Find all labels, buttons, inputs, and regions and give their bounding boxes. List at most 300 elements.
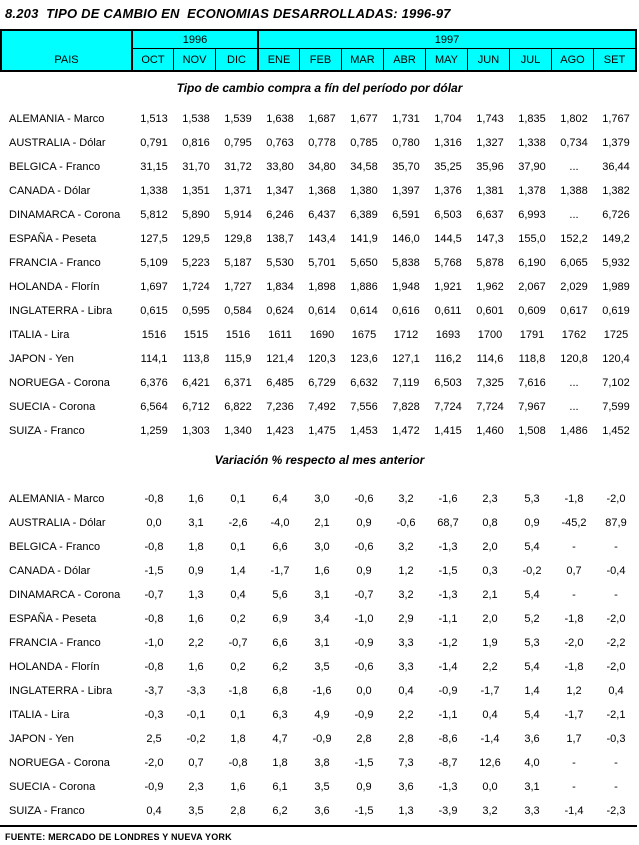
value-cell: -2,3 <box>606 805 626 817</box>
value-cell: 1,378 <box>518 185 546 197</box>
country-currency-label: ALEMANIA - Marco <box>9 113 105 125</box>
value-cell: 6,503 <box>434 377 462 389</box>
value-cell: -1,8 <box>228 685 248 697</box>
pais-column-header: PAIS <box>54 54 79 66</box>
value-cell: 37,90 <box>518 161 546 173</box>
value-cell: 1,724 <box>182 281 210 293</box>
value-cell: 3,6 <box>314 805 330 817</box>
value-cell: -0,6 <box>396 517 416 529</box>
value-cell: -0,1 <box>186 709 206 721</box>
value-cell: -1,7 <box>270 565 290 577</box>
col-header-jul: JUL <box>509 48 551 70</box>
value-cell: 6,485 <box>266 377 294 389</box>
table-row <box>0 775 639 799</box>
value-cell: 34,58 <box>350 161 378 173</box>
value-cell: 1,340 <box>224 425 252 437</box>
source-note: FUENTE: MERCADO DE LONDRES Y NUEVA YORK <box>5 832 232 842</box>
value-cell: -0,9 <box>312 733 332 745</box>
value-cell: 7,724 <box>476 401 504 413</box>
value-cell: 1,376 <box>434 185 462 197</box>
value-cell: 1,338 <box>518 137 546 149</box>
value-cell: 120,8 <box>560 353 588 365</box>
value-cell: 6,6 <box>272 637 288 649</box>
section-monthly-variation <box>0 453 639 823</box>
value-cell: 1,2 <box>566 685 582 697</box>
value-cell: 1,834 <box>266 281 294 293</box>
value-cell: -1,0 <box>354 613 374 625</box>
value-cell: - <box>572 757 576 769</box>
country-currency-label: HOLANDA - Florín <box>9 661 100 673</box>
value-cell: 1,8 <box>188 541 204 553</box>
value-cell: 68,7 <box>437 517 459 529</box>
value-cell: 2,3 <box>188 781 204 793</box>
table-row <box>0 251 639 275</box>
value-cell: 1,6 <box>314 565 330 577</box>
value-cell: 6,993 <box>518 209 546 221</box>
value-cell: 0,791 <box>140 137 168 149</box>
country-currency-label: NORUEGA - Corona <box>9 757 110 769</box>
value-cell: 152,2 <box>560 233 588 245</box>
value-cell: 1,962 <box>476 281 504 293</box>
value-cell: 1,9 <box>482 637 498 649</box>
value-cell: 6,726 <box>602 209 630 221</box>
table-row <box>0 395 639 419</box>
value-cell: 0,9 <box>188 565 204 577</box>
value-cell: 121,4 <box>266 353 294 365</box>
table-row <box>0 631 639 655</box>
value-cell: -8,6 <box>438 733 458 745</box>
value-cell: 5,4 <box>524 709 540 721</box>
section-title-exchange-rate: Tipo de cambio compra a fín del período por dólar <box>176 81 463 95</box>
country-currency-label: AUSTRALIA - Dólar <box>9 137 106 149</box>
value-cell: 6,3 <box>272 709 288 721</box>
value-cell: - <box>572 541 576 553</box>
value-cell: -0,7 <box>228 637 248 649</box>
country-currency-label: SUIZA - Franco <box>9 805 85 817</box>
value-cell: -1,8 <box>564 613 584 625</box>
value-cell: -0,4 <box>606 565 626 577</box>
table-row <box>0 203 639 227</box>
value-cell: - <box>614 781 618 793</box>
value-cell: 141,9 <box>350 233 378 245</box>
value-cell: 0,624 <box>266 305 294 317</box>
value-cell: 1,347 <box>266 185 294 197</box>
exchange-rate-rows <box>0 107 639 443</box>
country-currency-label: ALEMANIA - Marco <box>9 493 105 505</box>
year-1997-header: 1997 <box>257 31 635 48</box>
country-currency-label: BELGICA - Franco <box>9 161 101 173</box>
value-cell: -1,4 <box>480 733 500 745</box>
value-cell: 0,0 <box>482 781 498 793</box>
country-currency-label: ESPAÑA - Peseta <box>9 613 97 625</box>
value-cell: -1,4 <box>564 805 584 817</box>
value-cell: -0,2 <box>186 733 206 745</box>
value-cell: 0,4 <box>230 589 246 601</box>
value-cell: 5,187 <box>224 257 252 269</box>
value-cell: 147,3 <box>476 233 504 245</box>
value-cell: 0,795 <box>224 137 252 149</box>
table-row <box>0 559 639 583</box>
table-row <box>0 419 639 443</box>
value-cell: 2,2 <box>398 709 414 721</box>
value-cell: -2,1 <box>606 709 626 721</box>
value-cell: 4,7 <box>272 733 288 745</box>
value-cell: 1690 <box>309 329 335 341</box>
value-cell: 35,25 <box>434 161 462 173</box>
value-cell: -1,5 <box>354 757 374 769</box>
value-cell: 1791 <box>519 329 545 341</box>
col-header-abr: ABR <box>383 48 425 70</box>
value-cell: 0,816 <box>182 137 210 149</box>
value-cell: 0,0 <box>146 517 162 529</box>
value-cell: 1,303 <box>182 425 210 437</box>
value-cell: 2,3 <box>482 493 498 505</box>
value-cell: 1,898 <box>308 281 336 293</box>
value-cell: 0,1 <box>230 709 246 721</box>
table-row <box>0 179 639 203</box>
value-cell: 7,325 <box>476 377 504 389</box>
value-cell: -1,6 <box>312 685 332 697</box>
value-cell: -2,0 <box>606 493 626 505</box>
table-row <box>0 131 639 155</box>
col-header-jun: JUN <box>467 48 509 70</box>
value-cell: 155,0 <box>518 233 546 245</box>
value-cell: 7,599 <box>602 401 630 413</box>
value-cell: 0,601 <box>476 305 504 317</box>
value-cell: -3,9 <box>438 805 458 817</box>
value-cell: -1,8 <box>564 493 584 505</box>
value-cell: 6,421 <box>182 377 210 389</box>
country-currency-label: JAPON - Yen <box>9 733 74 745</box>
table-row <box>0 655 639 679</box>
col-header-nov: NOV <box>173 48 215 70</box>
value-cell: 0,4 <box>146 805 162 817</box>
country-currency-label: FRANCIA - Franco <box>9 257 101 269</box>
value-cell: 1,513 <box>140 113 168 125</box>
value-cell: 12,6 <box>479 757 501 769</box>
value-cell: 31,15 <box>140 161 168 173</box>
value-cell: 0,9 <box>356 565 372 577</box>
value-cell: -0,3 <box>144 709 164 721</box>
table-row <box>0 487 639 511</box>
value-cell: 1,4 <box>524 685 540 697</box>
value-cell: -1,5 <box>144 565 164 577</box>
value-cell: -4,0 <box>270 517 290 529</box>
value-cell: 1,727 <box>224 281 252 293</box>
country-currency-label: DINAMARCA - Corona <box>9 589 121 601</box>
value-cell: 3,3 <box>524 805 540 817</box>
value-cell: -0,2 <box>522 565 542 577</box>
value-cell: 6,632 <box>350 377 378 389</box>
value-cell: 6,503 <box>434 209 462 221</box>
value-cell: 1,638 <box>266 113 294 125</box>
value-cell: 1,3 <box>398 805 414 817</box>
value-cell: 1516 <box>225 329 251 341</box>
table-row <box>0 751 639 775</box>
value-cell: 1,948 <box>392 281 420 293</box>
value-cell: 1762 <box>561 329 587 341</box>
value-cell: 31,70 <box>182 161 210 173</box>
value-cell: -0,6 <box>354 541 374 553</box>
value-cell: 1,415 <box>434 425 462 437</box>
value-cell: 0,2 <box>230 661 246 673</box>
value-cell: 6,190 <box>518 257 546 269</box>
value-cell: 0,4 <box>398 685 414 697</box>
value-cell: 0,614 <box>350 305 378 317</box>
value-cell: 2,0 <box>482 541 498 553</box>
table-row <box>0 107 639 131</box>
value-cell: 6,591 <box>392 209 420 221</box>
value-cell: 3,1 <box>188 517 204 529</box>
country-currency-label: DINAMARCA - Corona <box>9 209 121 221</box>
value-cell: 7,236 <box>266 401 294 413</box>
value-cell: 33,80 <box>266 161 294 173</box>
value-cell: 6,564 <box>140 401 168 413</box>
value-cell: 1,472 <box>392 425 420 437</box>
value-cell: 0,7 <box>188 757 204 769</box>
value-cell: 1,2 <box>398 565 414 577</box>
value-cell: 5,650 <box>350 257 378 269</box>
value-cell: 0,2 <box>230 613 246 625</box>
value-cell: 34,80 <box>308 161 336 173</box>
value-cell: 5,223 <box>182 257 210 269</box>
table-row <box>0 299 639 323</box>
value-cell: 116,2 <box>434 353 462 365</box>
value-cell: 129,5 <box>182 233 210 245</box>
value-cell: -0,8 <box>144 541 164 553</box>
value-cell: 2,8 <box>230 805 246 817</box>
col-header-may: MAY <box>425 48 467 70</box>
value-cell: 6,2 <box>272 805 288 817</box>
value-cell: 3,5 <box>314 661 330 673</box>
value-cell: 7,616 <box>518 377 546 389</box>
value-cell: 2,8 <box>356 733 372 745</box>
table-row <box>0 799 639 823</box>
value-cell: -0,3 <box>606 733 626 745</box>
col-header-dic: DIC <box>215 48 257 70</box>
value-cell: 0,614 <box>308 305 336 317</box>
country-currency-label: CANADA - Dólar <box>9 185 91 197</box>
value-cell: 3,5 <box>314 781 330 793</box>
value-cell: 87,9 <box>605 517 627 529</box>
value-cell: 3,2 <box>398 541 414 553</box>
value-cell: 123,6 <box>350 353 378 365</box>
value-cell: 0,609 <box>518 305 546 317</box>
value-cell: 6,2 <box>272 661 288 673</box>
value-cell: - <box>572 589 576 601</box>
table-row <box>0 679 639 703</box>
value-cell: 5,2 <box>524 613 540 625</box>
value-cell: -0,9 <box>144 781 164 793</box>
value-cell: 2,067 <box>518 281 546 293</box>
value-cell: 1,6 <box>188 493 204 505</box>
value-cell: 3,0 <box>314 493 330 505</box>
monthly-variation-rows <box>0 487 639 823</box>
value-cell: 1,539 <box>224 113 252 125</box>
value-cell: -0,9 <box>354 637 374 649</box>
value-cell: 129,8 <box>224 233 252 245</box>
value-cell: 0,616 <box>392 305 420 317</box>
value-cell: 1,731 <box>392 113 420 125</box>
value-cell: 1700 <box>477 329 503 341</box>
value-cell: 0,8 <box>482 517 498 529</box>
value-cell: 0,4 <box>482 709 498 721</box>
year-1996-header: 1996 <box>131 31 257 48</box>
value-cell: 143,4 <box>308 233 336 245</box>
col-header-mar: MAR <box>341 48 383 70</box>
value-cell: 6,437 <box>308 209 336 221</box>
value-cell: -1,2 <box>438 637 458 649</box>
value-cell: 6,822 <box>224 401 252 413</box>
value-cell: 127,5 <box>140 233 168 245</box>
value-cell: 1,4 <box>230 565 246 577</box>
value-cell: ... <box>569 161 579 173</box>
value-cell: 5,890 <box>182 209 210 221</box>
country-currency-label: JAPON - Yen <box>9 353 74 365</box>
value-cell: 0,9 <box>356 781 372 793</box>
value-cell: 1,316 <box>434 137 462 149</box>
value-cell: -0,7 <box>354 589 374 601</box>
value-cell: 1,697 <box>140 281 168 293</box>
value-cell: 5,6 <box>272 589 288 601</box>
value-cell: 0,778 <box>308 137 336 149</box>
value-cell: 0,3 <box>482 565 498 577</box>
value-cell: 7,828 <box>392 401 420 413</box>
value-cell: - <box>572 781 576 793</box>
value-cell: 6,376 <box>140 377 168 389</box>
value-cell: -2,0 <box>564 637 584 649</box>
country-currency-label: ITALIA - Lira <box>9 709 70 721</box>
col-header-ago: AGO <box>551 48 593 70</box>
table-row <box>0 347 639 371</box>
value-cell: 3,3 <box>398 661 414 673</box>
value-cell: - <box>614 757 618 769</box>
value-cell: 1,382 <box>602 185 630 197</box>
value-cell: 1,743 <box>476 113 504 125</box>
value-cell: -8,7 <box>438 757 458 769</box>
value-cell: -0,8 <box>144 613 164 625</box>
value-cell: 0,611 <box>434 305 462 317</box>
value-cell: -0,6 <box>354 661 374 673</box>
country-currency-label: SUECIA - Corona <box>9 401 96 413</box>
value-cell: 127,1 <box>392 353 420 365</box>
value-cell: 3,1 <box>524 781 540 793</box>
value-cell: -1,5 <box>354 805 374 817</box>
value-cell: -2,6 <box>228 517 248 529</box>
value-cell: 35,96 <box>476 161 504 173</box>
value-cell: 1,802 <box>560 113 588 125</box>
value-cell: 2,2 <box>188 637 204 649</box>
value-cell: 3,1 <box>314 589 330 601</box>
value-cell: 1,6 <box>230 781 246 793</box>
table-row <box>0 371 639 395</box>
value-cell: -0,7 <box>144 589 164 601</box>
value-cell: -3,7 <box>144 685 164 697</box>
value-cell: 1,388 <box>560 185 588 197</box>
value-cell: 1,380 <box>350 185 378 197</box>
value-cell: 6,729 <box>308 377 336 389</box>
value-cell: 2,029 <box>560 281 588 293</box>
value-cell: 1,704 <box>434 113 462 125</box>
value-cell: 1,6 <box>188 661 204 673</box>
value-cell: 5,3 <box>524 637 540 649</box>
value-cell: 0,619 <box>602 305 630 317</box>
table-row <box>0 323 639 347</box>
value-cell: 2,9 <box>398 613 414 625</box>
value-cell: -2,0 <box>606 613 626 625</box>
value-cell: 1,677 <box>350 113 378 125</box>
value-cell: -0,9 <box>354 709 374 721</box>
value-cell: 7,119 <box>392 377 420 389</box>
section-title-monthly-variation: Variación % respecto al mes anterior <box>214 453 425 467</box>
value-cell: 2,5 <box>146 733 162 745</box>
table-row <box>0 155 639 179</box>
country-currency-label: ITALIA - Lira <box>9 329 70 341</box>
col-header-set: SET <box>593 48 635 70</box>
value-cell: ... <box>569 377 579 389</box>
value-cell: -0,8 <box>144 493 164 505</box>
value-cell: 1,368 <box>308 185 336 197</box>
value-cell: 0,595 <box>182 305 210 317</box>
value-cell: 5,838 <box>392 257 420 269</box>
value-cell: 1,397 <box>392 185 420 197</box>
value-cell: 1,8 <box>272 757 288 769</box>
value-cell: 1,460 <box>476 425 504 437</box>
value-cell: 114,1 <box>140 353 168 365</box>
value-cell: 146,0 <box>392 233 420 245</box>
value-cell: - <box>614 589 618 601</box>
value-cell: 5,4 <box>524 541 540 553</box>
value-cell: 1,475 <box>308 425 336 437</box>
value-cell: 1516 <box>141 329 167 341</box>
table-row <box>0 275 639 299</box>
country-currency-label: CANADA - Dólar <box>9 565 91 577</box>
value-cell: -2,0 <box>606 661 626 673</box>
value-cell: 5,878 <box>476 257 504 269</box>
value-cell: 3,2 <box>398 589 414 601</box>
value-cell: 120,3 <box>308 353 336 365</box>
value-cell: 31,72 <box>224 161 252 173</box>
section-exchange-rate <box>0 81 639 443</box>
value-cell: 115,9 <box>224 353 252 365</box>
value-cell: 6,637 <box>476 209 504 221</box>
value-cell: 7,3 <box>398 757 414 769</box>
value-cell: 0,584 <box>224 305 252 317</box>
country-currency-label: HOLANDA - Florín <box>9 281 100 293</box>
table-row <box>0 703 639 727</box>
value-cell: 3,2 <box>482 805 498 817</box>
value-cell: 149,2 <box>602 233 630 245</box>
value-cell: 2,2 <box>482 661 498 673</box>
country-currency-label: FRANCIA - Franco <box>9 637 101 649</box>
value-cell: -1,7 <box>564 709 584 721</box>
value-cell: 1,327 <box>476 137 504 149</box>
value-cell: -1,8 <box>564 661 584 673</box>
value-cell: 7,556 <box>350 401 378 413</box>
value-cell: 1,538 <box>182 113 210 125</box>
value-cell: 2,1 <box>314 517 330 529</box>
page-title: 8.203 TIPO DE CAMBIO EN ECONOMIAS DESARROLLADAS: 1996-97 <box>5 6 451 21</box>
value-cell: 0,763 <box>266 137 294 149</box>
value-cell: 1,989 <box>602 281 630 293</box>
value-cell: ... <box>569 401 579 413</box>
value-cell: 3,8 <box>314 757 330 769</box>
value-cell: 120,4 <box>602 353 630 365</box>
country-currency-label: SUIZA - Franco <box>9 425 85 437</box>
value-cell: 1,259 <box>140 425 168 437</box>
country-currency-label: ESPAÑA - Peseta <box>9 233 97 245</box>
value-cell: 4,0 <box>524 757 540 769</box>
